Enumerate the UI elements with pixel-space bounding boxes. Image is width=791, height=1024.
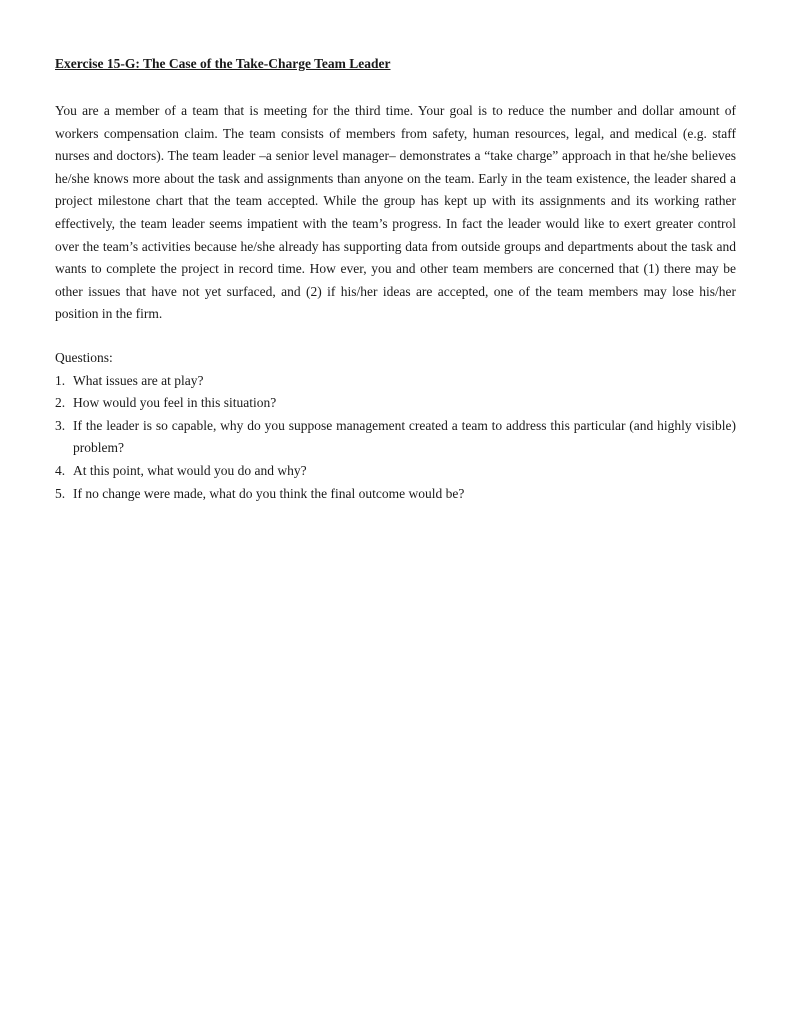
questions-heading: Questions: <box>55 349 113 365</box>
question-item <box>55 415 736 460</box>
question-item <box>55 370 736 393</box>
question-number: 5. <box>55 485 66 501</box>
question-text: How would you feel in this situation? <box>73 395 277 411</box>
question-text: What issues are at play? <box>73 372 204 388</box>
case-paragraph: You are a member of a team that is meeting for the third time. Your goal is to reduce the number and dollar amount of workers compensation claim. The team consists of members from safety, human resources, legal, and medical (e.g. staff nurses and doctors). The team leader –a senior level manager– demonstrates a “take charge” approach in that he/she believes he/she knows more about the task and assignments than anyone on the team. Early in the team existence, the leader shared a project milestone chart that the team accepted. While the group has kept up with its assignments and its working rather effectively, the team leader seems impatient with the team’s progress. In fact the leader would like to exert greater control over the team’s activities because he/she already has supporting data from outside groups and departments about the task and wants to complete the project in record time. How ever, you and other team members are concerned that (1) there may be other issues that have not yet surfaced, and (2) if his/her ideas are accepted, one of the team members may lose his/her position in the firm. <box>55 103 736 322</box>
question-text: If no change were made, what do you think the final outcome would be? <box>73 485 465 501</box>
question-number: 2. <box>55 395 66 411</box>
document-page <box>55 55 736 505</box>
question-number: 4. <box>55 462 66 478</box>
question-number: 3. <box>55 417 66 433</box>
question-number: 1. <box>55 372 66 388</box>
question-list <box>55 370 736 506</box>
question-text: At this point, what would you do and why? <box>73 462 307 478</box>
document-title: Exercise 15-G: The Case of the Take-Charge Team Leader <box>55 56 391 71</box>
question-item <box>55 460 736 483</box>
question-item <box>55 392 736 415</box>
question-item <box>55 483 736 506</box>
question-text: If the leader is so capable, why do you suppose management created a team to address this particular (and highly visible) problem? <box>73 417 736 456</box>
